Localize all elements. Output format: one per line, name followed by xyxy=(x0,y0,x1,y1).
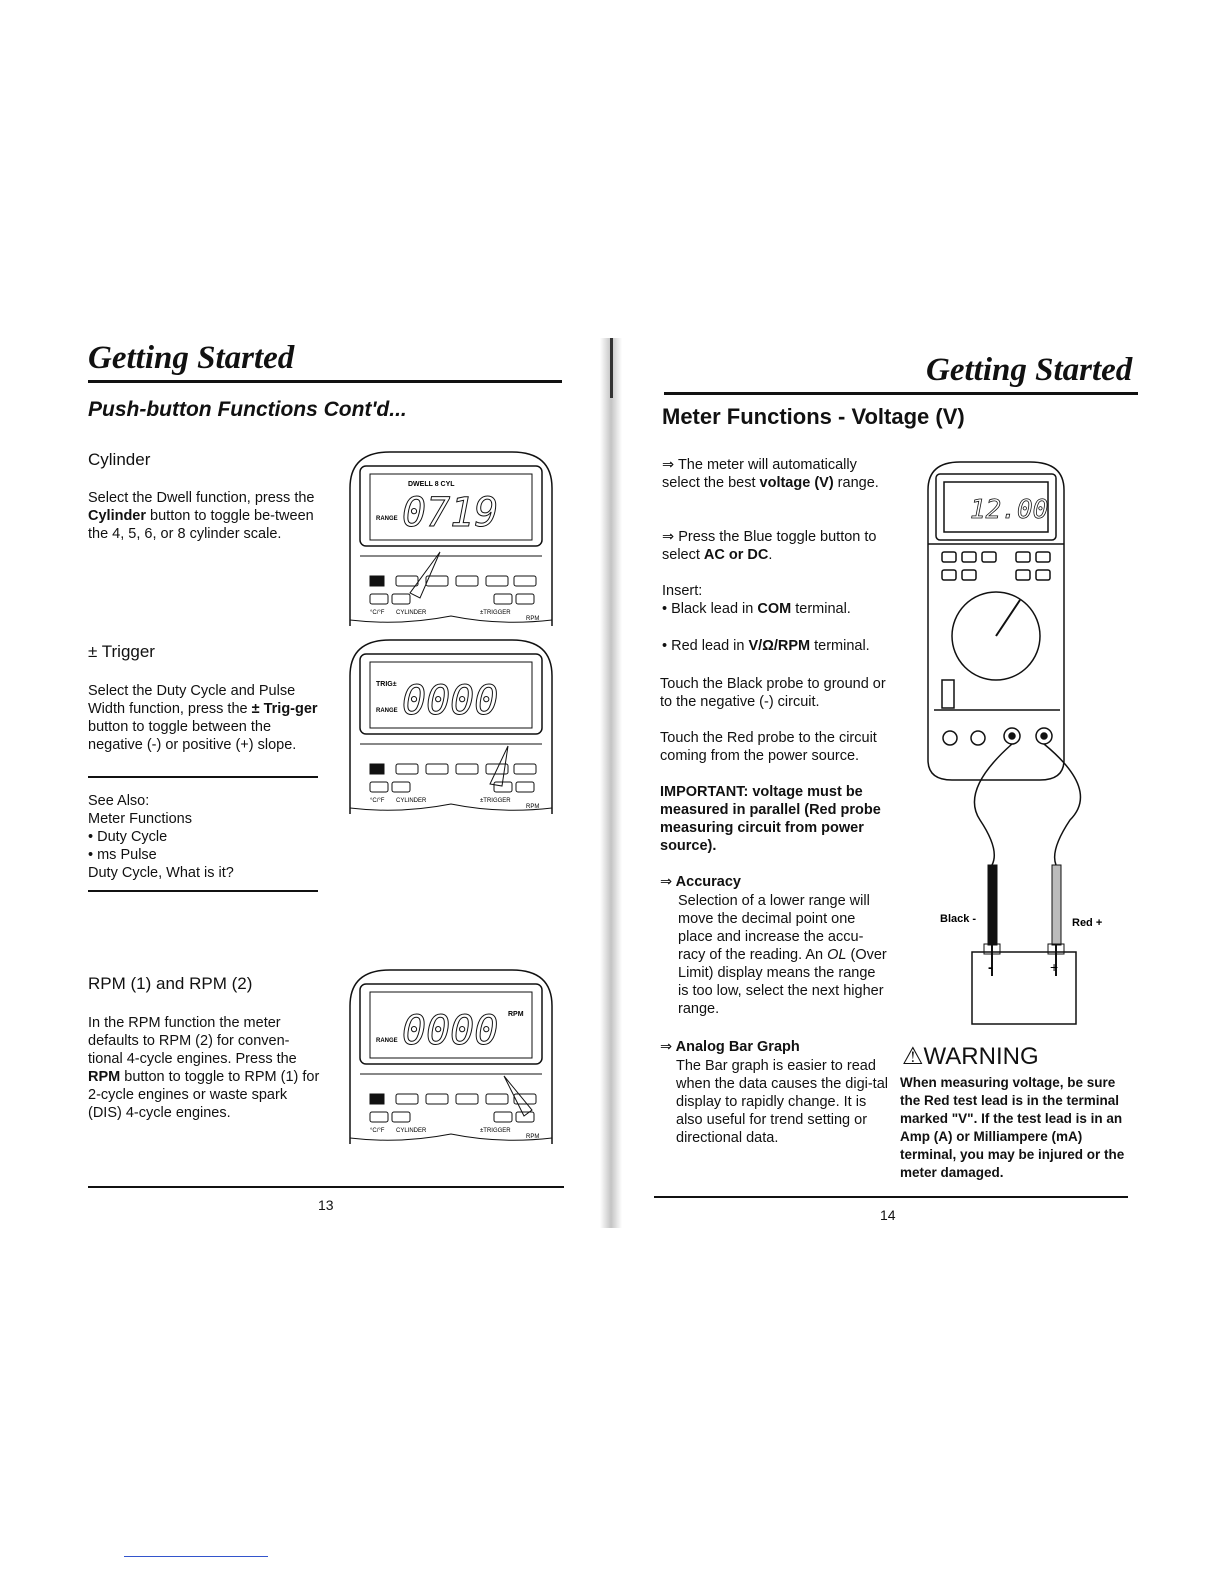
meter2-bottom-0: °C/°F xyxy=(370,798,385,804)
rpm-heading: RPM (1) and RPM (2) xyxy=(88,974,253,993)
insert-heading: Insert: xyxy=(662,583,703,599)
meter1-range: RANGE xyxy=(376,516,398,522)
binding-spine-line xyxy=(610,338,613,398)
black-lead-label: Black - xyxy=(940,913,977,925)
insert-black-lead: • Black lead in COM terminal. xyxy=(662,601,851,617)
left-page-number: 13 xyxy=(318,1197,334,1213)
meter2-top-label: TRIG± xyxy=(376,681,397,688)
warning-title: ⚠WARNING xyxy=(902,1043,1039,1070)
meter2-display: 0000 xyxy=(402,678,499,724)
right-title-rule xyxy=(664,392,1138,395)
see-also-top-rule xyxy=(88,776,318,778)
accuracy-heading: ⇒ Accuracy xyxy=(660,874,741,890)
voltage-measurement-diagram xyxy=(920,460,1140,1035)
meter1-bottom-0: °C/°F xyxy=(370,610,385,616)
rpm-text: In the RPM function the meter defaults to RPM (2) for conven-tional 4-cycle engines. Press the RPM button to toggle to RPM (1) for 2-cycle engines or waste spark (DIS) 4-cycle engines. xyxy=(88,1015,320,1121)
meter-illustration-cylinder xyxy=(340,448,562,628)
battery-minus: - xyxy=(988,959,993,975)
scan-artifact-line xyxy=(124,1556,268,1557)
auto-range-text: ⇒ The meter will automatically select the best voltage (V) range. xyxy=(662,457,879,491)
bar-graph-text: The Bar graph is easier to read when the data causes the digi-tal display to rapidly change. It is also useful for trend setting or directional data. xyxy=(676,1058,888,1146)
see-also-item-1[interactable]: Meter Functions xyxy=(88,811,192,827)
touch-red-text: Touch the Red probe to the circuit coming from the power source. xyxy=(660,730,877,764)
meter3-top-label: RPM xyxy=(508,1011,524,1018)
battery-plus: + xyxy=(1050,959,1059,975)
red-lead-label: Red + xyxy=(1072,917,1103,929)
meter-illustration-trigger xyxy=(340,636,562,816)
touch-black-text: Touch the Black probe to ground or to the negative (-) circuit. xyxy=(660,676,886,710)
insert-red-lead: • Red lead in V/Ω/RPM terminal. xyxy=(662,638,870,654)
trigger-heading: ± Trigger xyxy=(88,642,155,661)
cylinder-heading: Cylinder xyxy=(88,450,151,469)
meter3-range: RANGE xyxy=(376,1038,398,1044)
right-footer-rule xyxy=(654,1196,1128,1198)
bar-graph-heading: ⇒ Analog Bar Graph xyxy=(660,1039,800,1055)
trigger-text: Select the Duty Cycle and Pulse Width function, press the ± Trig-ger button to toggle between the negative (-) or positive (+) slope. xyxy=(88,683,318,753)
meter2-bottom-1: CYLINDER xyxy=(396,798,427,804)
meter1-bottom-1: CYLINDER xyxy=(396,610,427,616)
accuracy-text: Selection of a lower range will move the decimal point one place and increase the accu-racy of the reading. An OL (Over Limit) display means the range is too low, select the next higher range. xyxy=(678,893,887,1017)
warning-triangle-icon: ⚠ xyxy=(902,1043,924,1070)
right-page-title: Getting Started xyxy=(926,352,1133,388)
diagram-meter-display: 12.00 xyxy=(970,495,1049,525)
meter2-bottom-2: ±TRIGGER xyxy=(480,798,511,804)
meter-illustration-rpm xyxy=(340,966,562,1146)
meter3-bottom-1: CYLINDER xyxy=(396,1128,427,1134)
right-page-number: 14 xyxy=(880,1207,896,1223)
warning-text: When measuring voltage, be sure the Red test lead is in the terminal marked "V". If the test lead is in an Amp (A) or Milliampere (mA) terminal, you may be injured or the meter damaged. xyxy=(900,1075,1125,1180)
see-also-bottom-rule xyxy=(88,890,318,892)
meter2-bottom-3: RPM xyxy=(526,804,540,810)
important-text: IMPORTANT: voltage must be measured in parallel (Red probe measuring circuit from power source). xyxy=(660,784,881,854)
meter1-top-label: DWELL 8 CYL xyxy=(408,481,455,488)
left-page-title: Getting Started xyxy=(88,340,295,376)
meter3-bottom-2: ±TRIGGER xyxy=(480,1128,511,1134)
meter3-bottom-0: °C/°F xyxy=(370,1128,385,1134)
see-also-item-3[interactable]: • ms Pulse xyxy=(88,847,157,863)
left-footer-rule xyxy=(88,1186,564,1188)
binding-gutter xyxy=(600,338,622,1228)
cylinder-text: Select the Dwell function, press the Cylinder button to toggle be-tween the 4, 5, 6, or 8 cylinder scale. xyxy=(88,490,315,542)
left-page-subtitle: Push-button Functions Cont'd... xyxy=(88,398,407,421)
meter1-bottom-2: ±TRIGGER xyxy=(480,610,511,616)
see-also-item-4[interactable]: Duty Cycle, What is it? xyxy=(88,865,234,881)
ac-dc-text: ⇒ Press the Blue toggle button to select AC or DC. xyxy=(662,529,877,563)
meter2-range: RANGE xyxy=(376,708,398,714)
see-also-item-2[interactable]: • Duty Cycle xyxy=(88,829,168,845)
meter3-bottom-3: RPM xyxy=(526,1134,540,1140)
see-also-heading: See Also: xyxy=(88,793,150,809)
right-page-subtitle: Meter Functions - Voltage (V) xyxy=(662,404,965,429)
left-title-rule xyxy=(88,380,562,383)
meter1-bottom-3: RPM xyxy=(526,616,540,622)
meter3-display: 0000 xyxy=(402,1008,499,1054)
meter1-display: 0719 xyxy=(402,490,499,536)
